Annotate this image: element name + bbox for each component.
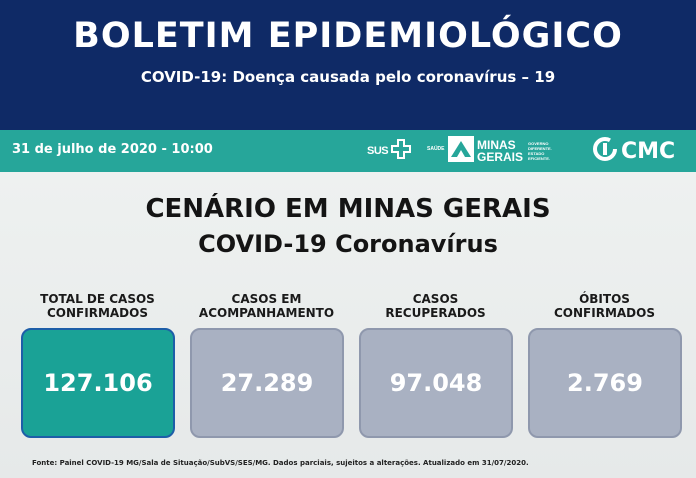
bulletin-title: BOLETIM EPIDEMIOLÓGICO — [73, 16, 623, 56]
minas-gerais-line1: MINAS — [477, 138, 516, 152]
saude-label: SAÚDE — [427, 146, 445, 152]
cmc-ring-icon — [592, 136, 618, 166]
tagline-line: GOVERNO — [528, 141, 549, 146]
scenario-subtitle: COVID-19 Coronavírus — [198, 230, 498, 258]
stat-label-deaths — [522, 292, 687, 320]
stat-value-active-cases: 27.289 — [220, 369, 314, 397]
tagline-line: DIFERENTE. — [528, 146, 552, 151]
stat-value-recovered: 97.048 — [389, 369, 483, 397]
stat-label-line: ACOMPANHAMENTO — [198, 306, 335, 320]
tagline-line: ESTADO — [528, 151, 545, 156]
cmc-logo — [592, 137, 675, 165]
header-banner — [0, 0, 696, 130]
sus-logo-text: SUS — [367, 145, 389, 157]
stat-label-line: RECUPERADOS — [385, 306, 486, 320]
data-source-note: Fonte: Painel COVID-19 MG/Sala de Situação/SubVS/SES/MG. Dados parciais, sujeitos a alterações. Atualizado em 31/07/2020. — [32, 459, 529, 467]
stat-card-active-cases — [190, 328, 344, 438]
bulletin-subtitle: COVID-19: Doença causada pelo coronavírus – 19 — [140, 68, 556, 86]
minas-gerais-name — [477, 139, 523, 163]
stat-label-line: ÓBITOS — [579, 292, 630, 306]
minas-gerais-line2: GERAIS — [477, 150, 524, 164]
sus-cross-icon — [390, 138, 412, 164]
minas-gerais-logo — [448, 137, 552, 165]
tagline-line: EFICIENTE. — [528, 156, 551, 161]
stat-label-total-cases — [15, 292, 180, 320]
stat-label-line: CONFIRMADOS — [554, 306, 655, 320]
stat-value-deaths: 2.769 — [567, 369, 643, 397]
scenario-title: CENÁRIO EM MINAS GERAIS — [145, 194, 551, 224]
cmc-logo-text: CMC — [621, 138, 676, 164]
main-panel — [0, 172, 696, 478]
stat-label-line: CASOS EM — [231, 292, 302, 306]
minas-gerais-mark-icon — [448, 136, 474, 166]
stat-label-line: CASOS — [412, 292, 459, 306]
stat-label-recovered — [353, 292, 518, 320]
stat-card-total-cases — [21, 328, 175, 438]
sus-logo — [367, 138, 412, 164]
stat-card-deaths — [528, 328, 682, 438]
stat-label-line: CONFIRMADOS — [47, 306, 148, 320]
stat-value-total-cases: 127.106 — [43, 369, 153, 397]
stat-card-recovered — [359, 328, 513, 438]
stat-label-active-cases — [184, 292, 349, 320]
minas-gerais-tagline — [528, 141, 552, 161]
stat-label-line: TOTAL DE CASOS — [40, 292, 155, 306]
bulletin-date: 31 de julho de 2020 - 10:00 — [12, 142, 213, 157]
info-strip — [0, 130, 696, 172]
